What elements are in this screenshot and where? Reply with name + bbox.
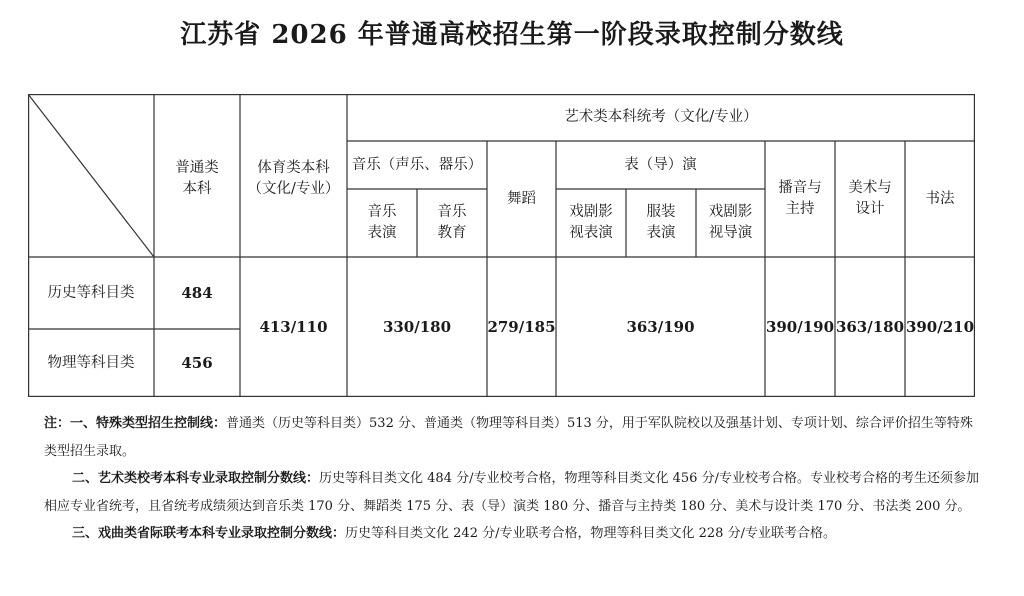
header-yishu: 艺术类本科统考（文化/专业） [564,109,758,125]
header-tiyu: 体育类本科 （文化/专业） [247,160,340,197]
note-3 [44,520,984,548]
note-1-prefix: 注：一、 [44,416,97,431]
value-wuli-putong: 456 [181,353,213,372]
value-shufa: 390/210 [905,317,975,336]
note-2 [44,465,984,520]
header-yinyue-biaoyan: 音乐 表演 [367,204,397,241]
header-fuzhuang: 服装 表演 [646,204,676,241]
note-3-text: 历史等科目类文化 242 分/专业联考合格，物理等科目类文化 228 分/专业联考合格。 [345,526,836,541]
value-biaodao: 363/190 [626,317,695,336]
header-shufa: 书法 [925,190,955,207]
header-xiju-daoyan: 戏剧影 视导演 [708,204,753,241]
note-1 [44,410,984,465]
note-2-prefix: 二、 [72,471,99,486]
header-yinyue-jiaoyu: 音乐 教育 [437,204,467,241]
value-boyin: 390/190 [765,317,835,336]
header-yinyue: 音乐（声乐、器乐） [351,156,483,173]
header-biaodao: 表（导）演 [624,156,697,173]
value-yinyue: 330/180 [382,317,452,336]
header-boyin: 播音与 主持 [778,180,822,217]
notes-section [44,410,984,548]
row-label-wuli: 物理等科目类 [47,354,135,371]
note-1-text: 普通类（历史等科目类）532 分、普通类（物理等科目类）513 分，用于军队院校以及强基计划、专项计划、综合评价招生等特殊类型招生录取。 [44,416,973,459]
value-wudao: 279/185 [487,317,556,336]
value-lishi-putong: 484 [181,283,213,302]
header-putong: 普通类 本科 [175,160,219,197]
row-label-lishi: 历史等科目类 [47,284,135,301]
note-2-text: 历史等科目类文化 484 分/专业校考合格，物理等科目类文化 456 分/专业校考合格。专业校考合格的考生还须参加相应专业省统考，且省统考成绩须达到音乐类 170 分、舞蹈类 175 分、表（导）演类 180 分、播音与主持类 180 分、美术与设计类 170 分、书法类 200 分。 [44,471,979,514]
value-meishu: 363/180 [835,317,905,336]
note-2-title: 艺术类校考本科专业录取控制分数线： [98,471,320,486]
header-wudao: 舞蹈 [507,190,536,207]
header-xiju-biaoyan: 戏剧影 视表演 [569,204,613,241]
page-title: 江苏省 2026 年普通高校招生第一阶段录取控制分数线 [180,20,844,50]
value-tiyu: 413/110 [259,317,328,336]
note-3-prefix: 三、 [72,526,99,541]
note-1-title: 特殊类型招生控制线： [96,416,227,431]
note-3-title: 戏曲类省际联考本科专业录取控制分数线： [98,526,346,541]
header-meishu: 美术与 设计 [848,180,892,217]
score-table [28,94,975,397]
